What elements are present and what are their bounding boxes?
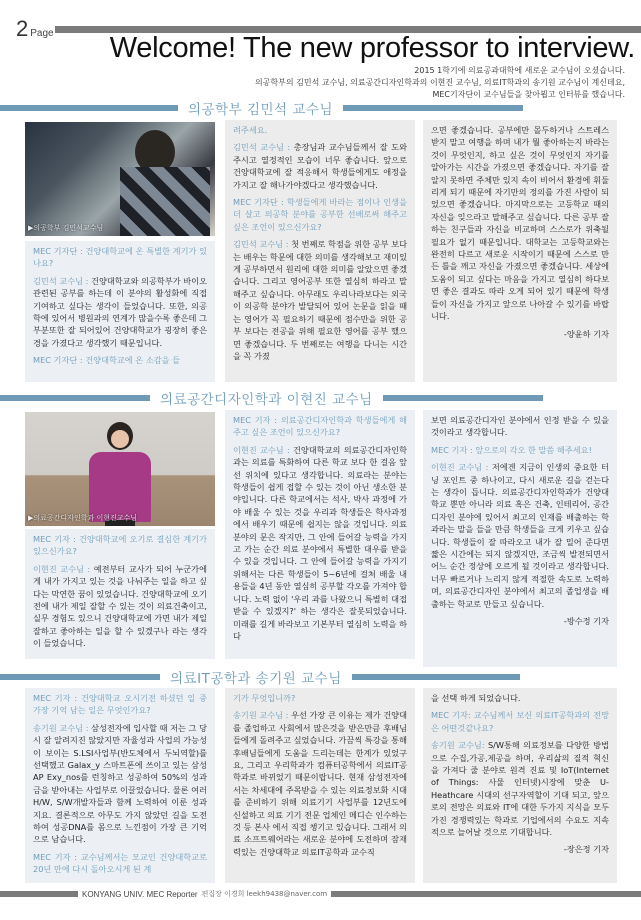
reporter-signature: -방수정 기자 [563, 616, 609, 627]
photo-caption: ▶의공학부 김민석교수님 [28, 224, 104, 232]
photo-caption: ▶의료공간디자인학과 이현진교수님 [28, 514, 138, 522]
question: MEC 기자단 : 학생들에게 바라는 점이나 인생을 더 살고 의공학 분야를 공부한 선배로써 해주고 싶은 조언이 있으신가요? [233, 197, 407, 232]
interview-column-1 [25, 688, 215, 883]
speaker-label: 이현진 교수님 : [233, 444, 293, 455]
section-bar-left [0, 105, 178, 111]
page-word: Page [30, 28, 54, 39]
section-title: 의료공간디자인학과 이현진 교수님 [160, 392, 373, 408]
intro-line: 2015 1학기에 의료공과대학에 새로운 교수님이 오셨습니다. [414, 66, 625, 75]
intro-text [65, 65, 625, 101]
interview-column-3 [423, 120, 617, 382]
answer-text: 첫 번째로 학점을 위한 공부 보다는 배우는 학문에 대한 의미를 생각해보고 재미있게 공부하면서 원리에 대한 의미를 알았으면 좋겠습니다. 그리고 영어공부 또한 열심히 하라고 말해주고 싶습니다. 아무래도 우리나라보다는 외국이 의공학 분야가 발달되어 있어 논문을 읽을 때는 영어가 꼭 필요하기 때문에 점수만을 위한 공부 보다는 전공을 위해 필요한 영어를 공부 했으면 좋겠습니다. 두 번째로는 여행을 다니는 시간을 꼭 가졌 [233, 239, 407, 361]
answer [431, 461, 609, 610]
answer [33, 275, 207, 349]
reporter-signature: -양윤하 기자 [563, 328, 609, 339]
interview-column-2 [225, 410, 415, 659]
interview-column-1 [25, 529, 215, 659]
answer [233, 444, 407, 643]
speaker-label: 송기원 교수님 : [233, 710, 292, 721]
answer-text: 삼성전자에 입사할 때 저는 그 당시 잘 알려지진 않았지만 자율성과 사업의 가능성이 보이는 S.LSI사업부(반도체에서 두뇌역할)를 선택했고 Galax_y 스마트폰에 쓰이고 있는 삼성 AP Exy_nos를 런칭하고 성공하여 50%의 성과금을 받아내는 사업부로 이끌었습니다. 물론 여러 H/W, S/W개발자들과 함께 노력하여 이룬 성과지요. 결론적으로 아무도 가지 않았던 길을 도전하여 성공DNA를 몸으로 느낀점이 가장 큰 기억으로 남습니다. [33, 722, 207, 845]
question: MEC 기자 : 의료공간디자인학과 학생들에게 해주고 싶은 조언이 있으신가요? [233, 415, 407, 438]
answer [233, 238, 407, 362]
question-cont: 기가 무엇입니까? [233, 693, 296, 703]
answer-cont: 을 선택 하게 되었습니다. [431, 693, 521, 703]
question: MEC 기자단 : 건양대학교에 온 소감을 들 [33, 355, 181, 366]
intro-line: MEC기자단이 교수님들을 찾아뵙고 인터뷰를 했습니다. [432, 90, 625, 99]
answer-text: 건양대학교의 의료공간디자인학과는 의료를 특화하여 다른 학교 보다 한 걸음 앞선 위치에 있다고 생각합니다. 의료라는 분야는 학생들이 쉽게 접할 수 있는 것이 아닌 생소한 분야입니다. 다른 학교에서는 석사, 박사 과정에 가야 배울 수 있는 것을 우리과 학생들은 학사과정에서 배우기 때문에 쉽지는 않을 것입니다. 의료 분야의 문은 작지만, 그 안에 들어갈 능력을 가지고 가는 순간 의료 분야에서 특별한 대우를 받을 수 있을 것입니다. 그 안에 들어갈 능력을 가지기 위해서는 다른 학생들이 5~6년에 걸쳐 배울 내용들을 4년 동안 열심히 공부할 각오를 가져야 합니다. 노력 없이 '우리 과를 나왔으니 특별히 대접받을 수 있겠지?' 하는 생각은 잘못되었습니다. 미래를 길게 바라보고 기본부터 열심히 노력을 하다 [233, 444, 407, 641]
answer-cont: 으면 좋겠습니다. 공부에만 몰두하거나 스트레스 받지 말고 여행을 하며 내가 뭘 좋아하는지 바라는 것이 무엇인지, 하고 싶은 것이 무엇인지 자기를 알아가는 시간을 가졌으면 좋겠습니다. 자기를 잘 알지 못하면 주체만 있지 속이 비어서 환경에 휘둘리게 되기 때문에 자기만의 정의를 가진 사람이 되었으면 좋겠습니다. 마지막으로는 고등학교 때의 자신을 잊으라고 말해주고 싶습니다. 다른 공부 잘하는 친구들과 자신을 비교하며 스스로가 위축될 필요가 없기 때문입니다. 대학교는 고등학교와는 완전히 다르고 새로운 시작이기 때문에 스스로 만든 틀을 깨고 자신을 가졌으면 좋겠습니다. 세상에 도움이 되고 싶다는 마음을 가지고 열심히 하다보면 좋은 결과도 따라 오게 되어 있기 때문에 학생들이 자신을 가지고 앞으로 나아갈 수 있기를 바랍니다. [431, 125, 609, 322]
interview-column-3 [423, 688, 617, 883]
answer-text: 우선 가장 큰 이유는 제가 건양대를 졸업하고 사회에서 많은것을 받은만큼 후배님들에게 돌려주고 싶었습니다. 가끔씩 특강을 통해 후배님들에게 도움을 드리는데는 한계가 있었구요, 그리고 우리학과가 컴퓨터공학에서 의료IT공학과로 바뀌었기 때문이랍니다. 현재 삼성전자에서는 차세대에 주목받을 수 있는 의료정보화 시대를 준비하기 위해 의료기기 사업부를 12년도에 신설하고 의료 기기 전문 업체인 메디슨 인수하는 것 등 본사 에서 직접 챙기고 있습니다. 그래서 의료 소프트웨어라는 새로운 분야에 도전하며 잠재력있는 건양대학교 의료IT공학과 교수직 [233, 710, 407, 857]
answer-text: 예전부터 교사가 되어 누군가에게 내가 가지고 있는 것을 나눠주는 일을 하고 싶다는 막연한 꿈이 있었습니다. 건양대학교에 오기 전에 내가 제일 잘할 수 있는 것이 의료건축이고, 실무 경험도 있으니 건양대학교에 가면 내가 제일 잘하고 좋아하는 일을 할 수 있겠구나 라는 생각이 들었습니다. [33, 563, 207, 649]
reporter-signature: -장은정 기자 [563, 844, 609, 855]
question: MEC 기자 : 앞으로의 각오 한 말씀 해주세요! [431, 444, 592, 455]
answer-text: S/W통해 의료정보를 다양한 방법으로 수집,가공,제공을 하며, 우리삶의 질적 혁신을 가져다 줄 분야로 원격 진료 및 IoT(Internet of Things: 사물 인터넷)시장에 맞춘 U-Heathcare 시대의 선구자역할이 기대 되고, 앞으로의 전망은 의료와 IT에 대한 두가지 지식을 모두 가진 경쟁력있는 학과로 기업에서의 수요도 지속적으로 늘어날 것으로 기대합니다. [431, 740, 609, 838]
photo-figure-body [120, 167, 210, 236]
interview-column-1 [25, 241, 215, 382]
interview-column-3 [423, 410, 617, 667]
answer-text: 총장님과 교수님들께서 잘 도와주시고 열정적인 모습이 너무 좋습니다. 앞으로 건양대학교에 잘 적응해서 학생들에게도 애정을 가지고 잘 해나가야겠다고 생각했습니다. [233, 142, 407, 190]
photo-kim [25, 122, 215, 236]
question: MEC 기자: 교수님께서 보신 의료IT공학과의 전망은 어떤것같나요? [431, 710, 609, 733]
answer-text: 저에겐 지금이 인생의 중요한 터닝 포인트 중 하나이고, 다시 새로운 길을 걷는다는 생각이 듭니다. 의료공간디자인학과가 건양대학교 뿐만 아니라 의료 혹은 건축, 인테리어, 공간디자인 분야에 있어서 최고의 인재를 배출하는 학과라는 말을 들을 만큼 학생들을 크게 키우고 싶습니다. 학생들이 잘 따라오고 내가 잘 밀어 준다면 짧은 시간에는 되지 않겠지만, 조금씩 발전되면서 어느 순간 정상에 오르게 될 것이라고 생각합니다. 너무 빠르거나 느리지 않게 적절한 속도로 노력하며, 의료공간디자인 분야에서 최고의 졸업생을 배출하는 학교로 만들고 싶습니다. [431, 462, 609, 609]
answer [233, 141, 407, 191]
section-header-kim [0, 99, 641, 117]
speaker-label: 김민석 교수님 : [233, 142, 294, 153]
page-number: 2 [16, 16, 29, 41]
answer [431, 739, 609, 838]
section-header-song [0, 668, 641, 686]
photo-lee [25, 412, 215, 526]
section-bar-right [383, 395, 543, 401]
question: MEC 기자 : 교수님께서는 모교인 건양대학교로 20년 만에 다시 돌아오시게 된 계 [33, 851, 207, 875]
footer [0, 889, 641, 899]
section-bar-left [0, 395, 150, 401]
headline: Welcome! The new professor to interview. [109, 32, 635, 64]
speaker-label: 김민석 교수님 : [33, 275, 92, 286]
intro-line: 의공학부의 김민석 교수님, 의료공간디자인학과의 이현진 교수님, 의료IT학과의 송기원 교수님이 계신데요, [254, 78, 625, 87]
answer-cont: 보면 의료공간디자인 분야에서 인정 받을 수 있을 것이라고 생각합니다. [431, 415, 609, 438]
section-title: 의료IT공학과 송기원 교수님 [170, 671, 342, 687]
speaker-label: 송기원 교수님: [431, 740, 488, 751]
interview-column-2 [225, 688, 415, 883]
page-label [16, 18, 54, 40]
speaker-label: 이현진 교수님 : [33, 563, 94, 574]
section-bar-right [343, 105, 523, 111]
question-cont: 려주세요. [233, 125, 268, 135]
question: MEC 기자 : 건양대학교에 오기로 결심한 계기가 있으신가요? [33, 534, 207, 557]
photo-figure-face [111, 430, 129, 448]
photo-figure-body [89, 452, 151, 522]
footer-bar-left [0, 891, 78, 897]
editor-credit: 편집장 이경희 leekh9438@naver.com [201, 890, 328, 898]
footer-bar-right [331, 891, 641, 897]
answer-text: 건양대학교와 의공학부가 바이오 관련된 공부를 하는데 이 분야의 활성화에 직접 기여하고 싶다는 생각이 들었습니다. 또한, 의공학에 있어서 병원과의 연계가 많을수록 좋은데 그 부분또한 잘 되어있어 건양대학교가 굉장히 좋은 경을 가졌다고 생각했기 때문입니다. [33, 275, 207, 348]
question: MEC 기자 : 건양대학교 오시기전 하셨던 일 중 가장 기억 남는 일은 무엇인가요? [33, 693, 207, 716]
answer [33, 563, 207, 650]
speaker-label: 송기원 교수님 : [33, 722, 92, 733]
section-bar-left [0, 674, 160, 680]
section-header-lee [0, 389, 641, 407]
answer [33, 722, 207, 846]
question: MEC 기자단 : 건양대학교에 온 특별한 계기가 있나요? [33, 246, 207, 269]
section-title: 의공학부 김민석 교수님 [188, 102, 333, 118]
section-bar-right [352, 674, 520, 680]
publication-name: KONYANG UNIV. MEC Reporter [82, 889, 198, 899]
answer [233, 709, 407, 858]
speaker-label: 이현진 교수님 : [431, 462, 492, 473]
speaker-label: 김민석 교수님 : [233, 239, 292, 250]
interview-column-2 [225, 120, 415, 382]
